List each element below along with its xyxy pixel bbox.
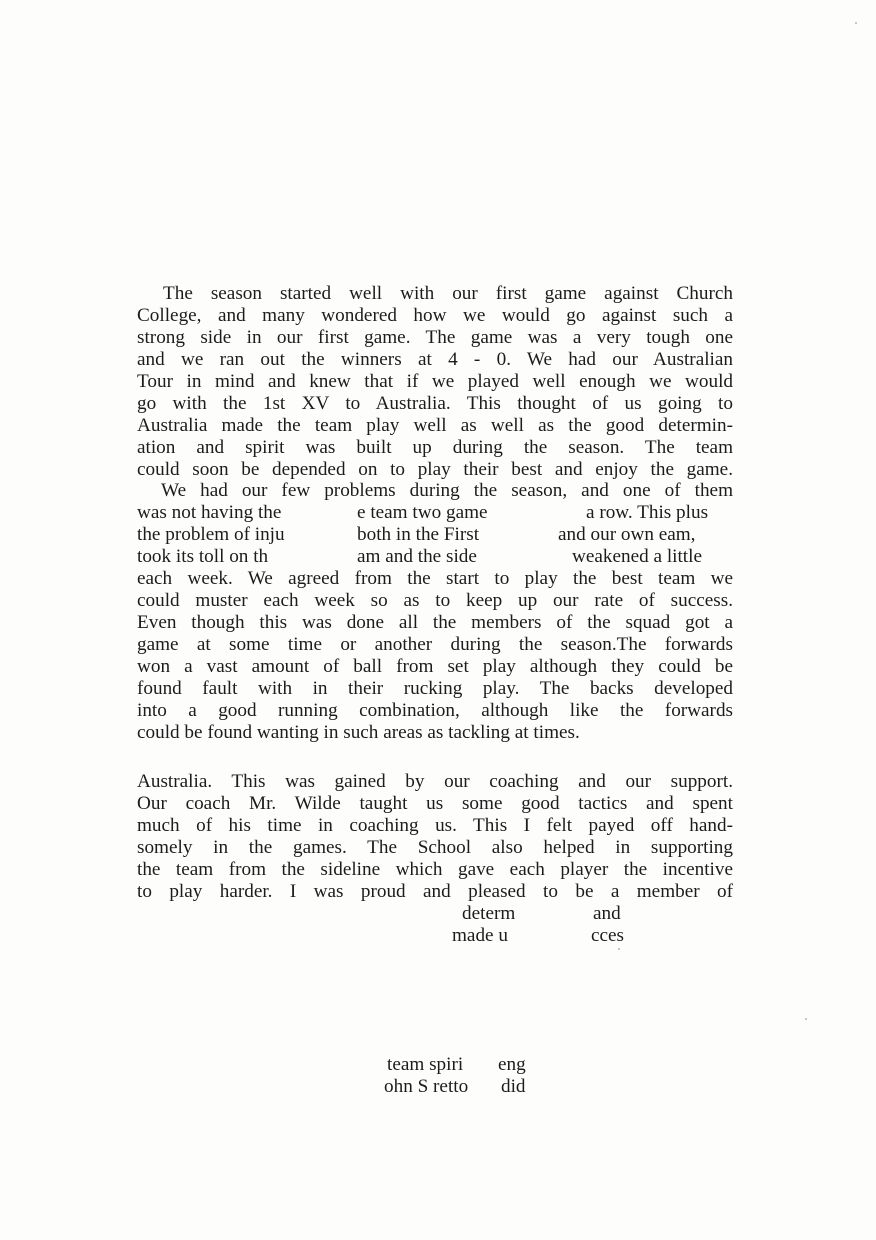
text-line: each week. We agreed from the start to play the best team we (137, 568, 733, 589)
text-line: won a vast amount of ball from set play although they could be (137, 656, 733, 677)
text-line: into a good running combination, although like the forwards (137, 700, 733, 721)
text-fragment: took its toll on th (137, 546, 269, 567)
text-line: much of his time in coaching us. This I felt payed off hand- (137, 815, 733, 836)
scan-speck (805, 1018, 807, 1020)
text-line: found fault with in their rucking play. The backs developed (137, 678, 733, 699)
text-fragment: both in the First (357, 524, 480, 545)
text-line: go with the 1st XV to Australia. This thought of us going to (137, 393, 733, 414)
text-line: could soon be depended on to play their best and enjoy the game. (137, 459, 733, 480)
text-fragment: did (501, 1076, 526, 1097)
text-fragment: eng (498, 1054, 526, 1075)
text-fragment: a row. This plus (586, 502, 709, 523)
text-line: game at some time or another during the season.The forwards (137, 634, 733, 655)
text-line: could muster each week so as to keep up our rate of success. (137, 590, 733, 611)
text-fragment: ohn S retto (384, 1076, 469, 1097)
scan-speck (855, 22, 857, 24)
text-line: the team from the sideline which gave each player the incentive (137, 859, 733, 880)
text-line: strong side in our first game. The game was a very tough one (137, 327, 733, 348)
text-line: College, and many wondered how we would go against such a (137, 305, 733, 326)
text-fragment: was not having the (137, 502, 282, 523)
text-fragment: cces (591, 925, 625, 946)
text-line: Australia. This was gained by our coaching and our support. (137, 771, 733, 792)
text-fragment: the problem of inju (137, 524, 285, 545)
text-fragment: am and the side (357, 546, 477, 567)
text-line: somely in the games. The School also helped in supporting (137, 837, 733, 858)
text-line: Tour in mind and knew that if we played well enough we would (137, 371, 733, 392)
text-line: Australia made the team play well as well as the good determin- (137, 415, 733, 436)
text-fragment: and our own eam, (558, 524, 696, 545)
text-fragment: e team two game (357, 502, 488, 523)
text-fragment: made u (452, 925, 508, 946)
text-line: ation and spirit was built up during the season. The team (137, 437, 733, 458)
text-line: could be found wanting in such areas as tackling at times. (137, 722, 580, 743)
text-line: The season started well with our first game against Church (163, 283, 733, 304)
text-fragment: determ (462, 903, 516, 924)
text-line: Our coach Mr. Wilde taught us some good tactics and spent (137, 793, 733, 814)
text-fragment: weakened a little (572, 546, 702, 567)
text-line: and we ran out the winners at 4 - 0. We had our Australian (137, 349, 733, 370)
text-fragment: team spiri (387, 1054, 464, 1075)
scan-speck (618, 948, 620, 950)
text-fragment: and (593, 903, 621, 924)
text-line: to play harder. I was proud and pleased to be a member of (137, 881, 733, 902)
text-line: We had our few problems during the season, and one of them (161, 480, 733, 501)
text-line: Even though this was done all the members of the squad got a (137, 612, 733, 633)
